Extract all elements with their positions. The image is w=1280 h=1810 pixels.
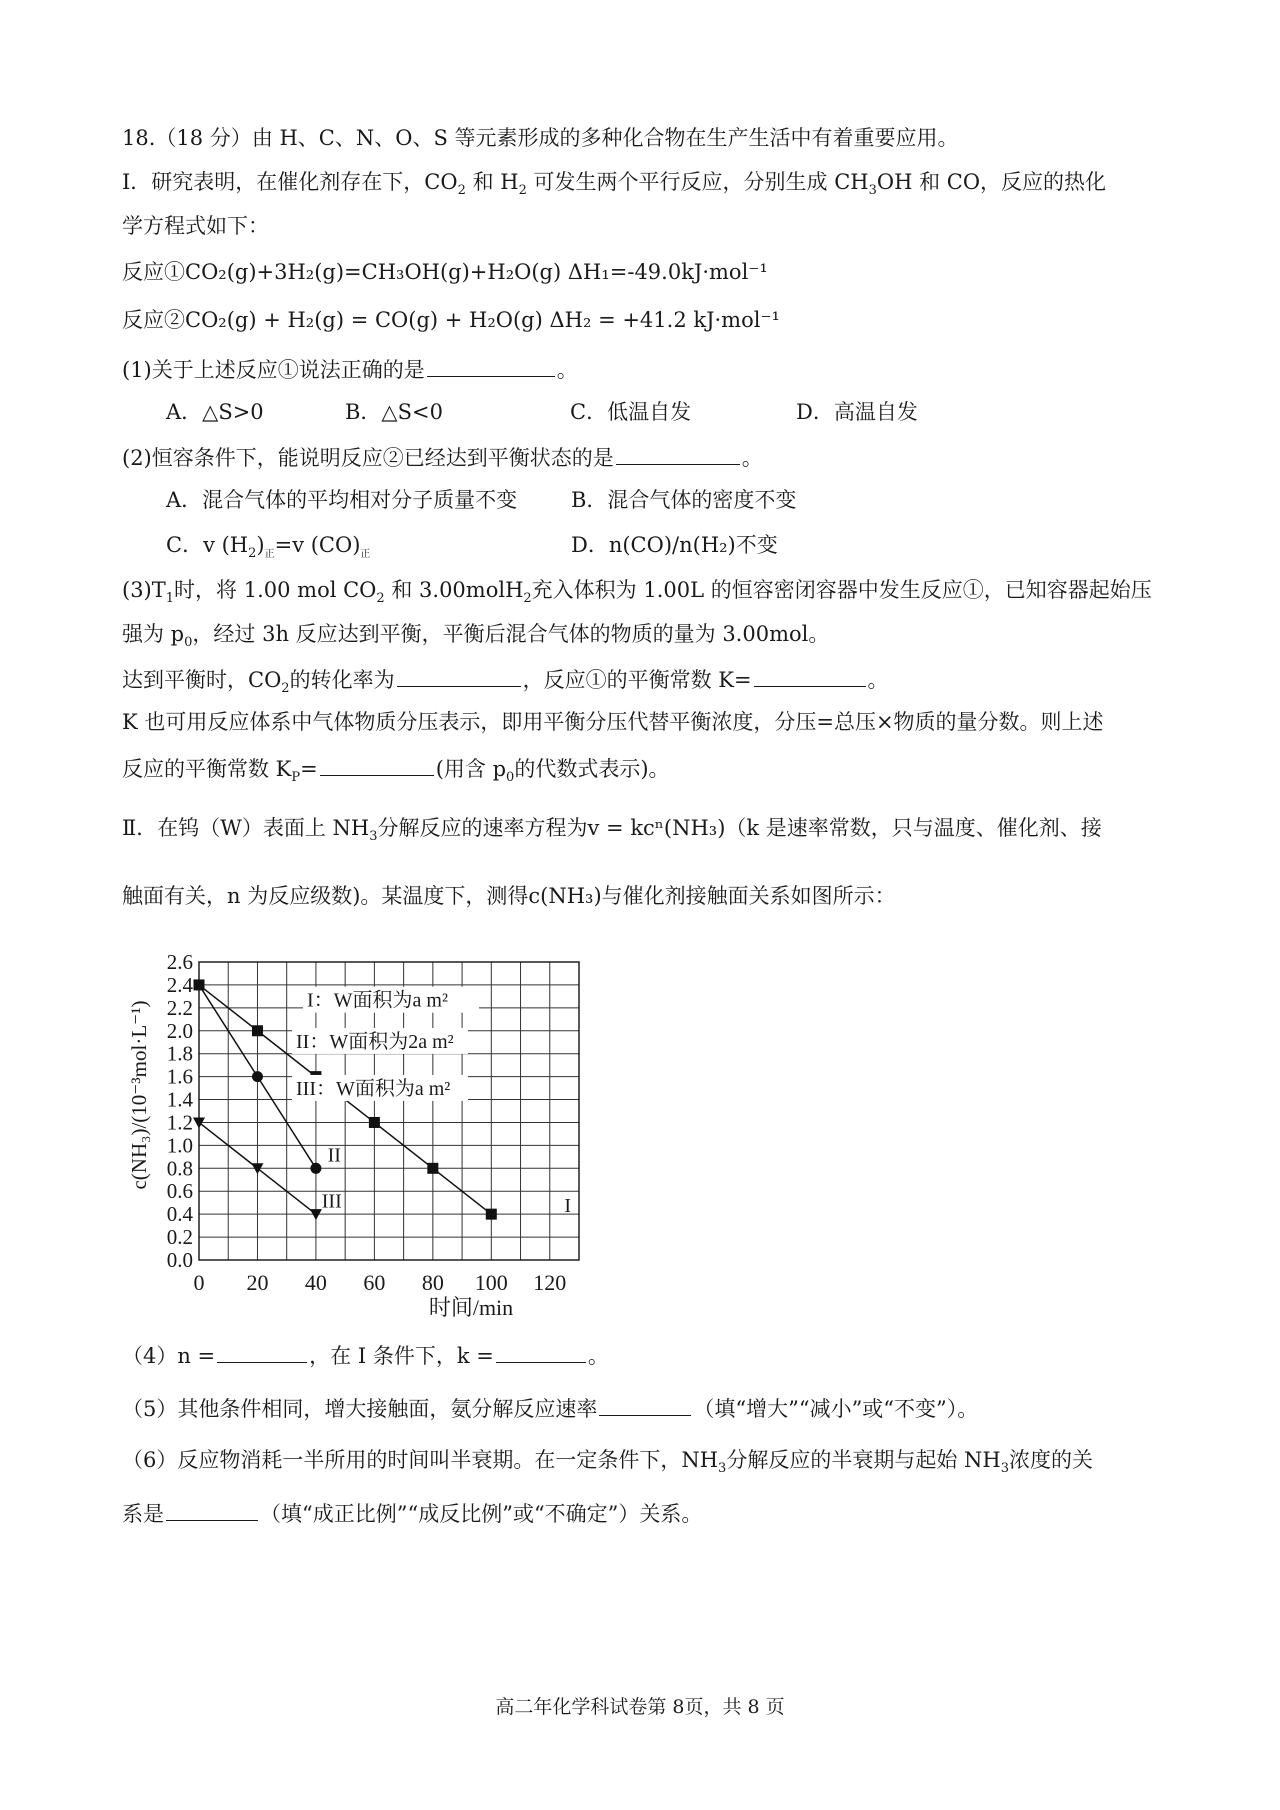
y-tick-label: 1.2 [166, 1110, 193, 1135]
y-tick-label: 2.6 [166, 950, 193, 974]
answer-blank [496, 1344, 586, 1363]
question-4: （4）n = ，在 I 条件下，k = 。 [122, 1344, 609, 1368]
answer-blank [166, 1502, 258, 1521]
x-tick-label: 0 [193, 1270, 205, 1295]
x-tick-label: 60 [363, 1270, 386, 1295]
question-2-option-d: D．n(CO)/n(H₂)不变 [571, 533, 778, 557]
chart-legend [292, 987, 479, 1101]
y-tick-label: 2.4 [166, 972, 193, 997]
y-tick-label: 1.6 [166, 1064, 193, 1089]
question-2-option-a: A．混合气体的平均相对分子质量不变 [166, 488, 518, 512]
answer-blank [217, 1344, 307, 1363]
data-point-circle [252, 1071, 263, 1082]
question-3-line4: K 也可用反应体系中气体物质分压表示，即用平衡分压代替平衡浓度，分压=总压×物质的量分数。则上述 [122, 710, 1104, 734]
data-point-circle [310, 1163, 321, 1174]
question-1-stem: (1)关于上述反应①说法正确的是 。 [122, 358, 578, 382]
answer-blank [599, 1397, 691, 1416]
question-3-line5: 反应的平衡常数 $K_P=$ (用含 $p_0$的代数式表示)。 [122, 757, 670, 786]
y-tick-label: 2.2 [166, 995, 193, 1020]
series-label-III: III [321, 1190, 342, 1213]
rate-equation: v = kcⁿ(NH₃) [587, 816, 726, 840]
reaction-1: 反应①CO₂(g)+3H₂(g)=CH₃OH(g)+H₂O(g) ΔH₁=-49.0kJ·mol⁻¹ [122, 260, 768, 284]
y-tick-label: 0.2 [166, 1225, 193, 1250]
answer-blank [397, 668, 521, 687]
legend-entry: I：W面积为a m² [307, 989, 448, 1012]
data-point-square [486, 1209, 497, 1220]
part2-line1: Ⅱ．在钨（W）表面上 $NH_3$分解反应的速率方程为v = kcⁿ(NH₃)（k 是速率常数，只与温度、催化剂、接 [122, 816, 1102, 845]
y-tick-label: 2.0 [166, 1018, 193, 1043]
data-point-triangle [193, 1117, 205, 1128]
question-3-line1: $(3)T_1$时，将 1.00 mol $CO_2$ 和 3.00molH$_2$充入体积为 1.00L 的恒容密闭容器中发生反应①，已知容器起始压 [122, 578, 1152, 607]
data-point-circle [194, 979, 205, 990]
series-label-II: II [327, 1144, 341, 1167]
data-point-square [427, 1163, 438, 1174]
question-1-option-d: D．高温自发 [796, 400, 918, 424]
question-5: （5）其他条件相同，增大接触面，氨分解反应速率 （填“增大”“减小”或“不变”）。 [122, 1397, 979, 1421]
data-point-square [369, 1117, 380, 1128]
x-tick-label: 100 [474, 1270, 508, 1295]
page-footer: 高二年化学科试卷第 8页，共 8 页 [495, 1696, 785, 1718]
question-2-option-b: B．混合气体的密度不变 [571, 488, 797, 512]
data-point-triangle [251, 1163, 263, 1174]
reaction-2: 反应②CO₂(g) + H₂(g) = CO(g) + H₂O(g) ΔH₂ = +41.2 kJ·mol⁻¹ [122, 308, 780, 332]
series-label-I: I [564, 1194, 572, 1217]
answer-blank [616, 446, 740, 465]
question-2-stem: (2)恒容条件下，能说明反应②已经达到平衡状态的是 。 [122, 446, 763, 470]
x-tick-label: 80 [421, 1270, 444, 1295]
question-1-option-b: B．△S<0 [345, 400, 443, 424]
question-3-line2: 强为 $p_0$，经过 3h 反应达到平衡，平衡后混合气体的物质的量为 3.00mol。 [122, 622, 830, 651]
question-score: （18 分） [155, 126, 252, 150]
question-18-header [122, 128, 959, 149]
legend-entry: II：W面积为2a m² [296, 1030, 454, 1053]
legend-entry: III：W面积为a m² [296, 1077, 451, 1100]
part1-line2: 学方程式如下： [122, 214, 269, 238]
reaction-1-equation: CO₂(g)+3H₂(g)=CH₃OH(g)+H₂O(g) ΔH₁=-49.0kJ·mol⁻¹ [185, 260, 768, 284]
y-tick-label: 0.6 [166, 1179, 193, 1204]
y-tick-label: 1.4 [166, 1087, 193, 1112]
y-tick-label: 1.8 [166, 1041, 193, 1066]
question-6-line1: （6）反应物消耗一半所用的时间叫半衰期。在一定条件下，$NH_3$分解反应的半衰期与起始 $NH_3$浓度的关 [122, 1448, 1093, 1477]
reaction-2-equation: CO₂(g) + H₂(g) = CO(g) + H₂O(g) ΔH₂ = +41.2 kJ·mol⁻¹ [185, 308, 780, 332]
answer-blank [320, 757, 434, 776]
y-tick-label: 0.8 [166, 1156, 193, 1181]
y-axis-label: c(NH₃)/(10⁻³mol·L⁻¹) [127, 1000, 151, 1190]
x-tick-label: 40 [304, 1270, 327, 1295]
question-2-option-c: C．v $(H_2)_正=v$ $(CO)_正$ [166, 533, 371, 562]
nh3-concentration-chart [126, 945, 596, 1325]
data-point-square [252, 1025, 263, 1036]
x-tick-label: 20 [246, 1270, 269, 1295]
part2-line2: 触面有关，n 为反应级数)。某温度下，测得c(NH₃)与催化剂接触面关系如图所示： [122, 884, 896, 908]
y-tick-label: 0.4 [166, 1202, 193, 1227]
y-tick-label: 0.0 [166, 1248, 193, 1272]
question-1-option-a: A．△S>0 [166, 400, 264, 424]
part1-line1: Ⅰ．研究表明，在催化剂存在下，$CO_2$ 和 $H_2$ 可发生两个平行反应，分别生成 $CH_3OH$ 和 CO，反应的热化 [122, 170, 1107, 199]
question-6-line2: 系是 （填“成正比例”“成反比例”或“不确定”）关系。 [122, 1502, 703, 1526]
answer-blank [754, 668, 866, 687]
x-axis-label: 时间/min [428, 1295, 514, 1320]
question-3-line3: 达到平衡时，$CO_2$的转化率为 ，反应①的平衡常数 K= 。 [122, 668, 889, 697]
question-1-option-c: C．低温自发 [570, 400, 692, 424]
y-tick-label: 1.0 [166, 1133, 193, 1158]
x-tick-label: 120 [533, 1270, 567, 1295]
question-number: 18. [122, 126, 156, 150]
question-intro: 由 H、C、N、O、S 等元素形成的多种化合物在生产生活中有着重要应用。 [251, 126, 959, 150]
answer-blank [427, 358, 555, 377]
